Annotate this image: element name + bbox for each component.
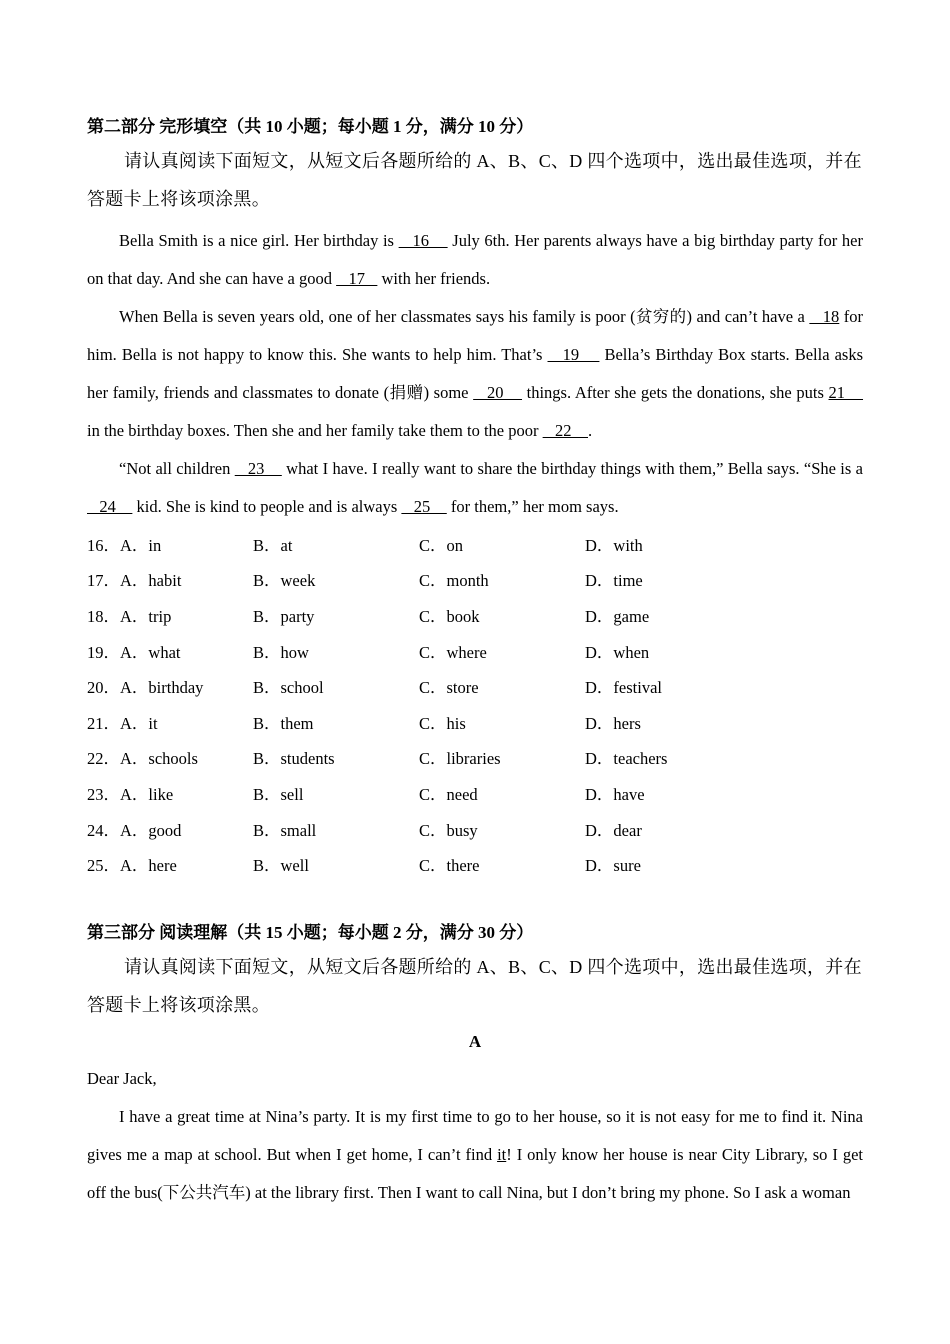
cloze-text: things. After she gets the donations, she puts: [522, 383, 829, 402]
blank-23: 23: [234, 459, 282, 478]
option-a-text: A．trip: [120, 606, 172, 626]
question-row: [87, 811, 863, 847]
cloze-text: .: [588, 421, 593, 440]
option-a-text: A．good: [120, 820, 182, 840]
cloze-paragraph-2: [87, 298, 863, 450]
cloze-paragraph-1: [87, 222, 863, 298]
option-a-text: A．what: [120, 642, 181, 662]
cloze-text: for him. Bella is not happy to know this. She wants to help him. That’s: [87, 307, 864, 364]
passage-title: A: [468, 1031, 482, 1051]
option-d: D．when: [585, 642, 650, 662]
cloze-text: Bella’s Birthday Box starts. Bella asks her family, friends and classmates to donate (捐赠) some: [87, 345, 864, 402]
question-number: 20．: [87, 678, 120, 698]
option-a-text: A．like: [120, 784, 174, 804]
question-number: 16．: [87, 535, 120, 555]
options-list: [87, 526, 863, 882]
blank-16: 16: [398, 231, 448, 250]
exam-page: [87, 112, 863, 1212]
option-c: C．book: [419, 606, 480, 626]
cloze-text: July 6th. Her parents always have a big birthday party for her on that day. And she can have a good: [87, 231, 864, 288]
option-b: B．students: [253, 749, 335, 769]
option-a-text: A．habit: [120, 571, 182, 591]
blank-19: 19: [547, 345, 600, 364]
part2-heading: 第二部分 完形填空（共 10 小题；每小题 1 分，满分 10 分）: [87, 117, 534, 136]
option-a: [87, 674, 253, 698]
question-row: [87, 668, 863, 704]
option-b: B．them: [253, 713, 314, 733]
letter-salutation: Dear Jack,: [87, 1068, 157, 1088]
option-d: D．have: [585, 784, 645, 804]
option-a-text: A．birthday: [120, 678, 204, 698]
cloze-text: in the birthday boxes. Then she and her family take them to the poor: [87, 421, 543, 440]
question-number: 18．: [87, 606, 120, 626]
blank-21: 21: [828, 383, 864, 402]
option-c: C．store: [419, 678, 479, 698]
question-number: 17．: [87, 571, 120, 591]
option-d: D．hers: [585, 713, 641, 733]
option-b: B．party: [253, 606, 315, 626]
option-c: C．busy: [419, 820, 478, 840]
blank-17: 17: [336, 269, 378, 288]
option-c: C．need: [419, 784, 478, 804]
question-row: [87, 633, 863, 669]
option-a-text: A．here: [120, 856, 177, 876]
blank-22: 22: [542, 421, 588, 440]
option-d: D．time: [585, 571, 643, 591]
option-c: C．libraries: [419, 749, 501, 769]
letter-text: ! I only know her house is near City Library, so I get off the bus(下公共汽车) at the library first. Then I want to call Nina, but I don’t bring my phone. So I ask a woman: [87, 1144, 863, 1202]
option-a: [87, 852, 253, 876]
blank-25: 25: [401, 497, 447, 516]
question-number: 19．: [87, 642, 120, 662]
cloze-text: Bella Smith is a nice girl. Her birthday is: [119, 231, 399, 250]
question-number: 24．: [87, 820, 120, 840]
blank-20: 20: [473, 383, 523, 402]
option-a: [87, 603, 253, 627]
option-b: B．at: [253, 535, 293, 555]
option-a: [87, 639, 253, 663]
part3-heading: 第三部分 阅读理解（共 15 小题；每小题 2 分，满分 30 分）: [87, 922, 534, 942]
option-b: B．week: [253, 571, 316, 591]
question-number: 25．: [87, 856, 120, 876]
option-b: B．school: [253, 678, 324, 698]
option-d: D．sure: [585, 856, 641, 876]
question-row: [87, 704, 863, 740]
section-spacer: [87, 882, 863, 918]
option-b: B．well: [253, 856, 309, 876]
question-row: [87, 562, 863, 598]
option-d: D．dear: [585, 820, 642, 840]
option-d: D．game: [585, 606, 650, 626]
option-a-text: A．in: [120, 535, 162, 555]
underlined-word: it: [497, 1144, 507, 1164]
option-d: D．with: [585, 535, 643, 555]
question-row: [87, 597, 863, 633]
option-c: C．there: [419, 856, 480, 876]
option-a: [87, 817, 253, 841]
option-c: C．where: [419, 642, 487, 662]
option-a-text: A．schools: [120, 749, 198, 769]
letter-text: I have a great time at Nina’s party. It is my first time to go to her house, so it is not easy for me to find it. Nina gives me a map at school. But when I get home, I can’t find: [87, 1106, 863, 1164]
option-a: [87, 532, 253, 556]
option-d: D．teachers: [585, 749, 668, 769]
cloze-text: what I have. I really want to share the birthday things with them,” Bella says. “She is a: [281, 459, 864, 478]
blank-24: 24: [87, 497, 133, 516]
blank-18: 18: [809, 307, 840, 326]
question-row: [87, 775, 863, 811]
option-a: [87, 567, 253, 591]
option-c: C．month: [419, 571, 489, 591]
option-a: [87, 710, 253, 734]
question-row: [87, 526, 863, 562]
option-d: D．festival: [585, 678, 662, 698]
cloze-text: with her friends.: [377, 269, 491, 288]
cloze-text: “Not all children: [119, 459, 235, 478]
option-b: B．how: [253, 642, 309, 662]
question-number: 23．: [87, 784, 120, 804]
option-a-text: A．it: [120, 713, 158, 733]
option-b: B．small: [253, 820, 317, 840]
cloze-paragraph-3: [87, 450, 863, 526]
part3-instruction: 请认真阅读下面短文，从短文后各题所给的 A、B、C、D 四个选项中，选出最佳选项，并在答题卡上将该项涂黑。: [87, 956, 862, 1015]
letter-paragraph: [87, 1098, 863, 1212]
option-a: [87, 745, 253, 769]
option-c: C．his: [419, 713, 466, 733]
question-number: 21．: [87, 713, 120, 733]
question-row: [87, 846, 863, 882]
question-row: [87, 740, 863, 776]
cloze-text: When Bella is seven years old, one of her classmates says his family is poor (贫穷的) and can’t have a: [119, 307, 810, 326]
option-c: C．on: [419, 535, 464, 555]
cloze-text: for them,” her mom says.: [446, 497, 619, 516]
option-b: B．sell: [253, 784, 304, 804]
cloze-text: kid. She is kind to people and is always: [132, 497, 402, 516]
option-a: [87, 781, 253, 805]
part2-instruction: 请认真阅读下面短文，从短文后各题所给的 A、B、C、D 四个选项中，选出最佳选项，并在答题卡上将该项涂黑。: [87, 151, 862, 209]
question-number: 22．: [87, 749, 120, 769]
